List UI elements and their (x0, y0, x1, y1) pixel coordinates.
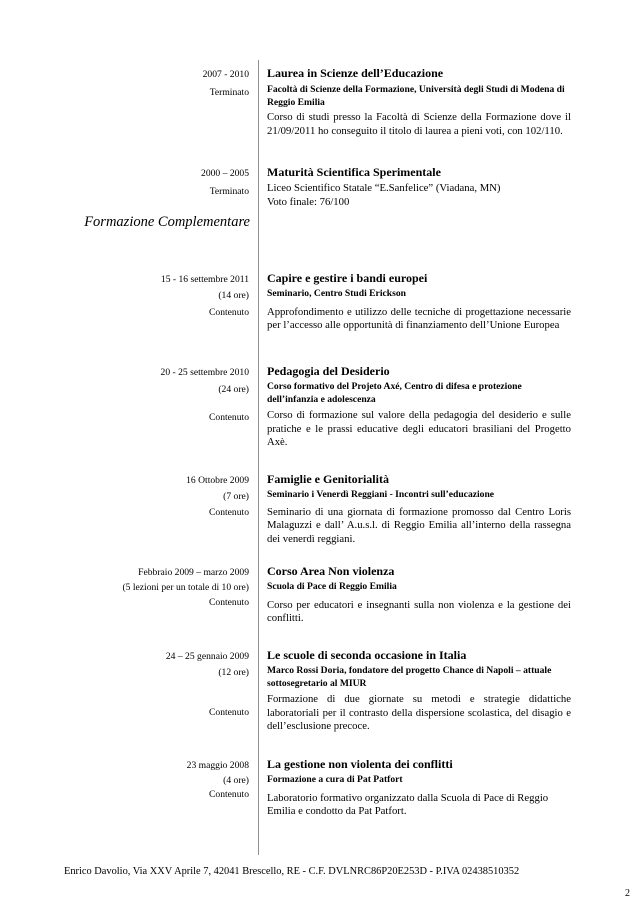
course-organizer: Corso formativo del Projeto Axé, Centro di difesa e protezione dell’infanzia e adolescenza (267, 381, 522, 405)
course-content-label: Contenuto (209, 507, 249, 518)
course-organizer: Seminario, Centro Studi Erickson (267, 288, 406, 299)
course-organizer: Marco Rossi Doria, fondatore del progetto Chance di Napoli – attuale sottosegretario al MIUR (267, 665, 552, 689)
course-content (267, 648, 571, 734)
course-content-label: Contenuto (209, 597, 249, 608)
course-title: La gestione non violenta dei conflitti (267, 757, 453, 771)
entry-status: Terminato (209, 186, 249, 197)
course-description: Seminario di una giornata di formazione promosso dal Centro Loris Malaguzzi e dall’ A.u.s.l. di Reggio Emilia all’interno della rassegna dei venerdì reggiani. (267, 505, 571, 545)
entry-content (267, 165, 571, 209)
course-content (267, 757, 571, 819)
course-organizer: Scuola di Pace di Reggio Emilia (267, 581, 397, 592)
course-title: Le scuole di seconda occasione in Italia (267, 648, 467, 662)
course-hours: (5 lezioni per un totale di 10 ore) (122, 582, 249, 593)
course-description: Corso per educatori e insegnanti sulla non violenza e la gestione dei conflitti. (267, 598, 571, 625)
course-description: Formazione di due giornate su metodi e strategie didattiche laboratoriali per il contrasto della dispersione scolastica, del disagio e dell’esclusione precoce. (267, 693, 571, 733)
section-title: Formazione Complementare (84, 214, 250, 230)
entry-title: Maturità Scientifica Sperimentale (267, 165, 441, 179)
course-description: Laboratorio formativo organizzato dalla Scuola di Pace di Reggio Emilia e condotto da Pat Patfort. (267, 791, 549, 818)
page-footer: Enrico Davolio, Via XXV Aprile 7, 42041 Brescello, RE - C.F. DVLNRC86P20E253D - P.IVA 02438510352 (64, 866, 520, 877)
entry-date: 2000 – 2005 (201, 168, 249, 179)
course-content (267, 271, 571, 333)
entry-institution: Facoltà di Scienze della Formazione, Università degli Studi di Modena di Reggio Emilia (267, 84, 565, 108)
course-content (267, 364, 571, 450)
course-content-label: Contenuto (209, 789, 249, 800)
course-hours: (24 ore) (218, 384, 249, 395)
page-number: 2 (625, 888, 630, 899)
entry-status: Terminato (209, 87, 249, 98)
course-content-label: Contenuto (209, 707, 249, 718)
course-date: Febbraio 2009 – marzo 2009 (138, 567, 249, 578)
entry-description: Corso di studi presso la Facoltà di Scienze della Formazione dove il 21/09/2011 ho conseguito il titolo di laurea a pieni voti, con 102/110. (267, 111, 571, 137)
column-divider (258, 60, 259, 855)
course-description: Approfondimento e utilizzo delle tecniche di progettazione necessarie per l’accesso alle opportunità di finanziamento dell’Unione Europea (267, 305, 571, 332)
entry-date: 2007 - 2010 (202, 69, 249, 80)
course-date: 24 – 25 gennaio 2009 (165, 651, 249, 662)
course-organizer: Seminario i Venerdì Reggiani - Incontri sull’educazione (267, 489, 495, 500)
course-title: Capire e gestire i bandi europei (267, 271, 428, 285)
course-date: 15 - 16 settembre 2011 (160, 274, 249, 285)
course-title: Famiglie e Genitorialità (267, 472, 389, 486)
course-date: 16 Ottobre 2009 (186, 475, 249, 486)
entry-title: Laurea in Scienze dell’Educazione (267, 66, 444, 80)
course-hours: (12 ore) (218, 667, 249, 678)
course-hours: (7 ore) (223, 491, 249, 502)
course-organizer: Formazione a cura di Pat Patfort (267, 774, 403, 785)
course-hours: (4 ore) (223, 775, 249, 786)
course-description: Corso di formazione sul valore della pedagogia del desiderio e sulle pratiche e le prassi educative degli educatori brasiliani del Progetto Axè. (267, 409, 571, 449)
entry-institution: Liceo Scientifico Statale “E.Sanfelice” (Viadana, MN) (267, 182, 501, 194)
course-title: Pedagogia del Desiderio (267, 364, 390, 378)
entry-content (267, 66, 571, 138)
entry-description: Voto finale: 76/100 (267, 195, 350, 208)
course-title: Corso Area Non violenza (267, 564, 395, 578)
course-date: 23 maggio 2008 (186, 760, 249, 771)
course-content-label: Contenuto (209, 307, 249, 318)
course-content-label: Contenuto (209, 412, 249, 423)
course-content (267, 472, 571, 546)
course-date: 20 - 25 settembre 2010 (160, 367, 249, 378)
course-content (267, 564, 571, 626)
course-hours: (14 ore) (218, 290, 249, 301)
